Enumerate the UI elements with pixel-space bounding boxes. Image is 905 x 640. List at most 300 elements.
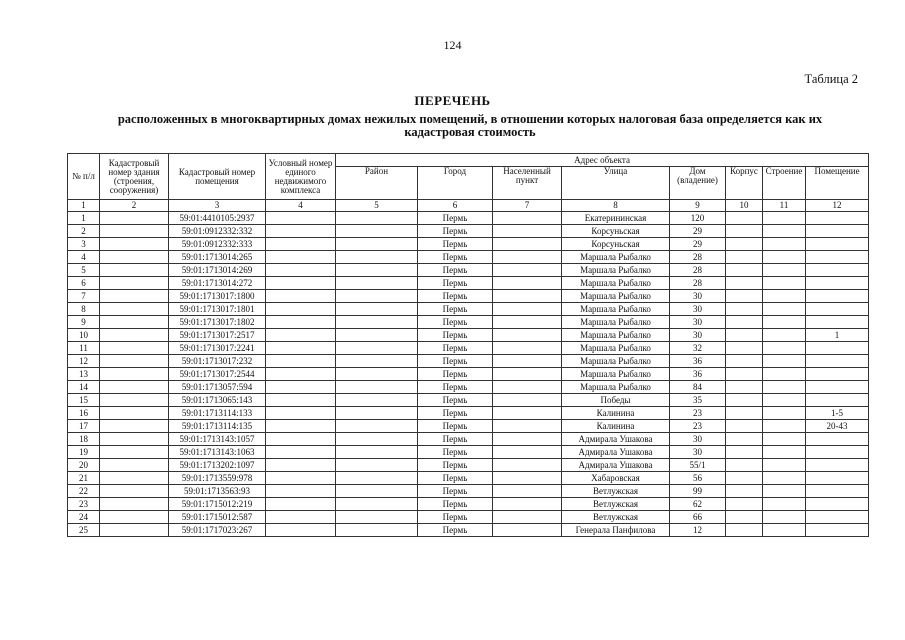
cell-complex-number [266,251,336,264]
cell-district [336,511,418,524]
registry-rows [68,212,869,537]
cell-district [336,212,418,225]
cell-room [806,472,869,485]
cell-complex-number [266,329,336,342]
table-row [68,524,869,537]
table-row [68,420,869,433]
cell-korpus [726,368,763,381]
cell-building-cadastral [100,485,169,498]
cell-korpus [726,329,763,342]
header-settlement: Населенный пункт [493,167,562,200]
header-address: Адрес объекта [336,154,869,167]
cell-row-number: 18 [68,433,100,446]
cell-stroenie [763,381,806,394]
cell-premises-cadastral: 59:01:1713014:272 [169,277,266,290]
cell-stroenie [763,511,806,524]
cell-street: Маршала Рыбалко [562,381,670,394]
cell-row-number: 24 [68,511,100,524]
cell-row-number: 9 [68,316,100,329]
cell-district [336,290,418,303]
column-numbers-row [68,200,869,212]
cell-house: 30 [670,316,726,329]
cell-district [336,329,418,342]
cell-row-number: 14 [68,381,100,394]
cell-house: 84 [670,381,726,394]
cell-building-cadastral [100,394,169,407]
cell-settlement [493,225,562,238]
cell-city: Пермь [418,498,493,511]
table-row [68,472,869,485]
cell-premises-cadastral: 59:01:1713017:1801 [169,303,266,316]
cell-premises-cadastral: 59:01:1713017:2544 [169,368,266,381]
cell-settlement [493,485,562,498]
cell-korpus [726,303,763,316]
cell-complex-number [266,368,336,381]
cell-house: 23 [670,407,726,420]
cell-row-number: 25 [68,524,100,537]
cell-city: Пермь [418,264,493,277]
cell-complex-number [266,355,336,368]
cell-house: 35 [670,394,726,407]
cell-row-number: 8 [68,303,100,316]
cell-street: Маршала Рыбалко [562,251,670,264]
cell-room [806,446,869,459]
cell-building-cadastral [100,433,169,446]
cell-house: 56 [670,472,726,485]
cell-building-cadastral [100,303,169,316]
cell-korpus [726,498,763,511]
cell-district [336,368,418,381]
cell-city: Пермь [418,511,493,524]
cell-premises-cadastral: 59:01:1713017:232 [169,355,266,368]
cell-settlement [493,303,562,316]
table-row [68,329,869,342]
cell-street: Калинина [562,420,670,433]
cell-room [806,225,869,238]
cell-street: Маршала Рыбалко [562,303,670,316]
cell-street: Хабаровская [562,472,670,485]
cell-korpus [726,225,763,238]
cell-building-cadastral [100,524,169,537]
cell-house: 29 [670,225,726,238]
cell-room: 20-43 [806,420,869,433]
cell-complex-number [266,381,336,394]
header-city: Город [418,167,493,200]
cell-district [336,264,418,277]
cell-street: Маршала Рыбалко [562,368,670,381]
cell-stroenie [763,485,806,498]
table-row [68,342,869,355]
cell-korpus [726,524,763,537]
cell-premises-cadastral: 59:01:1715012:219 [169,498,266,511]
cell-room [806,511,869,524]
cell-complex-number [266,446,336,459]
cell-district [336,277,418,290]
cell-stroenie [763,329,806,342]
cell-city: Пермь [418,472,493,485]
cell-stroenie [763,290,806,303]
cell-complex-number [266,277,336,290]
cell-row-number: 6 [68,277,100,290]
cell-premises-cadastral: 59:01:1715012:587 [169,511,266,524]
table-row [68,277,869,290]
cell-settlement [493,290,562,303]
cell-city: Пермь [418,212,493,225]
column-number: 4 [266,200,336,212]
cell-row-number: 21 [68,472,100,485]
table-row [68,368,869,381]
cell-room [806,355,869,368]
cell-stroenie [763,407,806,420]
cell-room [806,524,869,537]
cell-house: 12 [670,524,726,537]
cell-room [806,212,869,225]
table-row [68,225,869,238]
cell-complex-number [266,238,336,251]
header-house: Дом (владение) [670,167,726,200]
cell-house: 30 [670,329,726,342]
cell-row-number: 3 [68,238,100,251]
cell-stroenie [763,316,806,329]
table-row [68,355,869,368]
cell-district [336,225,418,238]
cell-city: Пермь [418,459,493,472]
cell-settlement [493,433,562,446]
cell-building-cadastral [100,251,169,264]
cell-city: Пермь [418,407,493,420]
cell-city: Пермь [418,277,493,290]
table-row [68,212,869,225]
cell-complex-number [266,511,336,524]
cell-row-number: 10 [68,329,100,342]
cell-district [336,238,418,251]
cell-stroenie [763,238,806,251]
cell-stroenie [763,264,806,277]
cell-settlement [493,524,562,537]
cell-house: 62 [670,498,726,511]
cell-premises-cadastral: 59:01:1713017:2241 [169,342,266,355]
cell-premises-cadastral: 59:01:1713114:135 [169,420,266,433]
cell-complex-number [266,316,336,329]
cell-district [336,407,418,420]
cell-complex-number [266,485,336,498]
cell-complex-number [266,264,336,277]
cell-premises-cadastral: 59:01:1713014:269 [169,264,266,277]
cell-street: Ветлужская [562,498,670,511]
cell-room [806,459,869,472]
cell-city: Пермь [418,485,493,498]
column-number: 11 [763,200,806,212]
table-row [68,498,869,511]
cell-korpus [726,394,763,407]
table-row [68,485,869,498]
cell-stroenie [763,394,806,407]
cell-settlement [493,316,562,329]
header-complex-number: Условный номер единого недвижимого комплекса [266,154,336,200]
cell-settlement [493,238,562,251]
cell-stroenie [763,342,806,355]
cell-row-number: 4 [68,251,100,264]
table-row [68,459,869,472]
cell-complex-number [266,303,336,316]
cell-room [806,303,869,316]
column-number: 12 [806,200,869,212]
cell-stroenie [763,277,806,290]
cell-house: 28 [670,264,726,277]
cell-settlement [493,498,562,511]
cell-room: 1 [806,329,869,342]
cell-settlement [493,472,562,485]
cell-city: Пермь [418,355,493,368]
cell-premises-cadastral: 59:01:1713057:594 [169,381,266,394]
cell-street: Победы [562,394,670,407]
column-number: 8 [562,200,670,212]
cell-premises-cadastral: 59:01:1713143:1063 [169,446,266,459]
cell-house: 36 [670,368,726,381]
cell-district [336,420,418,433]
table-row [68,290,869,303]
cell-room [806,290,869,303]
cell-row-number: 17 [68,420,100,433]
cell-building-cadastral [100,368,169,381]
cell-stroenie [763,524,806,537]
cell-district [336,524,418,537]
cell-korpus [726,290,763,303]
cell-premises-cadastral: 59:01:0912332:332 [169,225,266,238]
cell-korpus [726,472,763,485]
table-row [68,303,869,316]
cell-settlement [493,511,562,524]
cell-korpus [726,277,763,290]
cell-city: Пермь [418,368,493,381]
header-stroenie: Строение [763,167,806,200]
cell-premises-cadastral: 59:01:1713114:133 [169,407,266,420]
cell-room [806,394,869,407]
cell-row-number: 20 [68,459,100,472]
cell-house: 30 [670,446,726,459]
cell-korpus [726,342,763,355]
cell-city: Пермь [418,381,493,394]
column-number: 1 [68,200,100,212]
cell-city: Пермь [418,433,493,446]
cell-house: 66 [670,511,726,524]
cell-house: 30 [670,303,726,316]
cell-room [806,498,869,511]
cell-building-cadastral [100,446,169,459]
cell-settlement [493,381,562,394]
cell-row-number: 1 [68,212,100,225]
table-row [68,264,869,277]
table-row [68,251,869,264]
column-number: 7 [493,200,562,212]
cell-stroenie [763,420,806,433]
cell-complex-number [266,498,336,511]
cell-building-cadastral [100,511,169,524]
table-row [68,446,869,459]
cell-street: Калинина [562,407,670,420]
cell-room [806,277,869,290]
cell-row-number: 7 [68,290,100,303]
cell-premises-cadastral: 59:01:1713563:93 [169,485,266,498]
cell-street: Маршала Рыбалко [562,316,670,329]
cell-settlement [493,368,562,381]
cell-row-number: 2 [68,225,100,238]
document-title: ПЕРЕЧЕНЬ [414,93,491,108]
header-korpus: Корпус [726,167,763,200]
cell-row-number: 19 [68,446,100,459]
cell-stroenie [763,459,806,472]
cell-korpus [726,485,763,498]
cell-korpus [726,420,763,433]
table-row [68,511,869,524]
cell-row-number: 11 [68,342,100,355]
cell-street: Корсуньская [562,225,670,238]
cell-house: 36 [670,355,726,368]
cell-street: Екатерининская [562,212,670,225]
cell-complex-number [266,290,336,303]
cell-room [806,368,869,381]
cell-house: 30 [670,433,726,446]
cell-building-cadastral [100,355,169,368]
cell-district [336,251,418,264]
cell-district [336,433,418,446]
cell-street: Адмирала Ушакова [562,433,670,446]
cell-street: Маршала Рыбалко [562,277,670,290]
cell-premises-cadastral: 59:01:0912332:333 [169,238,266,251]
cell-row-number: 16 [68,407,100,420]
cell-settlement [493,264,562,277]
cell-stroenie [763,472,806,485]
cell-district [336,446,418,459]
cell-stroenie [763,251,806,264]
cell-city: Пермь [418,238,493,251]
cell-street: Маршала Рыбалко [562,329,670,342]
cell-house: 120 [670,212,726,225]
table-row [68,316,869,329]
registry-table [67,153,869,537]
cell-korpus [726,251,763,264]
cell-row-number: 15 [68,394,100,407]
header-building-cadastral: Кадастровый номер здания (строения, сооружения) [100,154,169,200]
column-number: 9 [670,200,726,212]
cell-building-cadastral [100,329,169,342]
cell-house: 99 [670,485,726,498]
cell-house: 23 [670,420,726,433]
cell-settlement [493,355,562,368]
cell-settlement [493,459,562,472]
cell-district [336,498,418,511]
cell-city: Пермь [418,394,493,407]
cell-district [336,303,418,316]
cell-korpus [726,264,763,277]
cell-complex-number [266,225,336,238]
cell-complex-number [266,472,336,485]
cell-korpus [726,381,763,394]
cell-building-cadastral [100,264,169,277]
cell-building-cadastral [100,420,169,433]
cell-city: Пермь [418,290,493,303]
cell-district [336,472,418,485]
cell-settlement [493,251,562,264]
header-district: Район [336,167,418,200]
header-room: Помещение [806,167,869,200]
cell-city: Пермь [418,316,493,329]
cell-district [336,381,418,394]
cell-complex-number [266,420,336,433]
cell-room [806,433,869,446]
cell-street: Маршала Рыбалко [562,264,670,277]
cell-settlement [493,420,562,433]
cell-stroenie [763,303,806,316]
cell-settlement [493,329,562,342]
cell-stroenie [763,225,806,238]
cell-korpus [726,446,763,459]
cell-city: Пермь [418,225,493,238]
cell-settlement [493,342,562,355]
cell-complex-number [266,342,336,355]
cell-settlement [493,446,562,459]
cell-building-cadastral [100,277,169,290]
document-subtitle: расположенных в многоквартирных домах нежилых помещений, в отношении которых налоговая база определяется как их кадастровая стоимость [117,112,823,139]
cell-street: Ветлужская [562,511,670,524]
cell-city: Пермь [418,329,493,342]
cell-row-number: 5 [68,264,100,277]
cell-room [806,264,869,277]
cell-street: Корсуньская [562,238,670,251]
header-num: № п/л [68,154,100,200]
table-label: Таблица 2 [804,72,858,86]
cell-complex-number [266,524,336,537]
cell-korpus [726,212,763,225]
cell-building-cadastral [100,472,169,485]
cell-room [806,316,869,329]
cell-settlement [493,407,562,420]
cell-room [806,342,869,355]
cell-house: 32 [670,342,726,355]
cell-premises-cadastral: 59:01:1713143:1057 [169,433,266,446]
cell-korpus [726,355,763,368]
cell-district [336,485,418,498]
cell-house: 29 [670,238,726,251]
cell-complex-number [266,459,336,472]
cell-stroenie [763,355,806,368]
cell-korpus [726,238,763,251]
cell-complex-number [266,407,336,420]
cell-city: Пермь [418,420,493,433]
cell-settlement [493,277,562,290]
column-number: 5 [336,200,418,212]
cell-building-cadastral [100,212,169,225]
cell-premises-cadastral: 59:01:1713065:143 [169,394,266,407]
cell-room [806,238,869,251]
table-row [68,381,869,394]
cell-complex-number [266,433,336,446]
cell-premises-cadastral: 59:01:4410105:2937 [169,212,266,225]
cell-premises-cadastral: 59:01:1713202:1097 [169,459,266,472]
cell-row-number: 23 [68,498,100,511]
cell-building-cadastral [100,459,169,472]
header-premises-cadastral: Кадастровый номер помещения [169,154,266,200]
cell-premises-cadastral: 59:01:1713559:978 [169,472,266,485]
cell-street: Маршала Рыбалко [562,355,670,368]
cell-house: 30 [670,290,726,303]
cell-stroenie [763,368,806,381]
cell-korpus [726,316,763,329]
cell-street: Маршала Рыбалко [562,342,670,355]
cell-room [806,251,869,264]
cell-building-cadastral [100,290,169,303]
cell-korpus [726,511,763,524]
